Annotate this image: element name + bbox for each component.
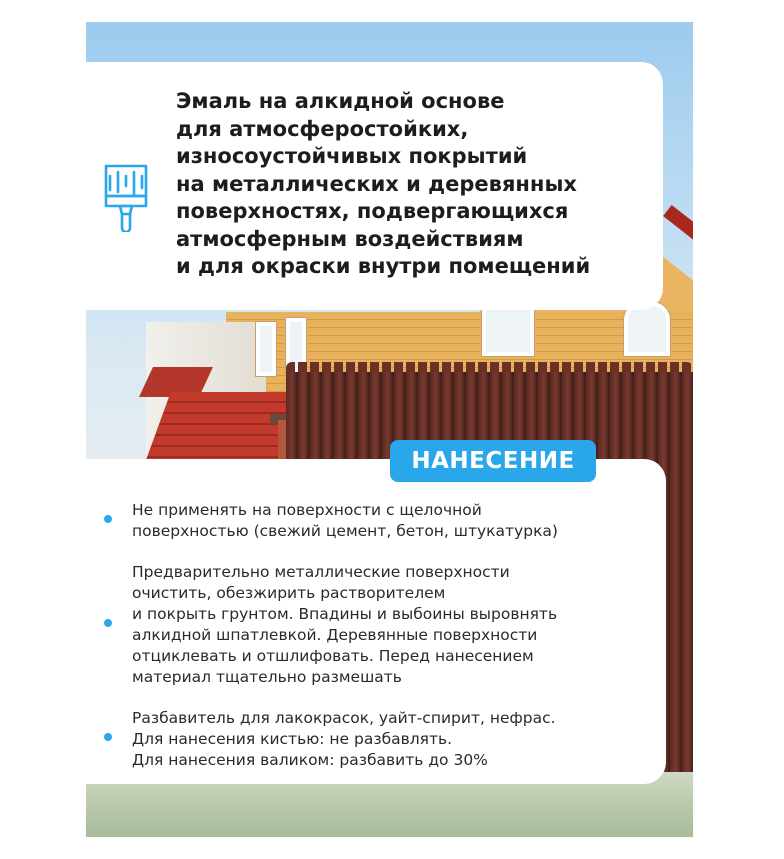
bullet-icon <box>104 733 112 741</box>
list-item-text: Разбавитель для лакокрасок, уайт-спирит, нефрас. Для нанесения кистью: не разбавлять. Для нанесения валиком: разбавить до 30% <box>132 709 556 769</box>
bullet-icon <box>104 619 112 627</box>
house-window <box>256 322 276 376</box>
list-item-text: Предварительно металлические поверхности очистить, обезжирить растворителем и покрыть грунтом. Впадины и выбоины выровнять алкидной шпатлевкой. Деревянные поверхности отциклевать и отшлифовать. Перед нанесением материал тщательно размешать <box>132 563 558 686</box>
house-window <box>624 302 670 356</box>
paint-brush-icon <box>100 160 156 232</box>
section-badge: НАНЕСЕНИЕ <box>390 440 596 482</box>
application-list <box>104 500 674 789</box>
list-item <box>104 500 674 542</box>
house-window <box>482 302 534 356</box>
header-panel <box>86 62 663 310</box>
product-card <box>86 22 693 837</box>
page-title: Эмаль на алкидной основе для атмосферостойких, износоустойчивых покрытий на металлических и деревянных поверхностях, подвергающихся атмосферным воздействиям и для окраски внутри помещений <box>176 89 591 278</box>
bullet-icon <box>104 515 112 523</box>
list-item <box>104 562 674 688</box>
list-item <box>104 708 674 771</box>
list-item-text: Не применять на поверхности с щелочной поверхностью (свежий цемент, бетон, штукатурка) <box>132 501 558 540</box>
